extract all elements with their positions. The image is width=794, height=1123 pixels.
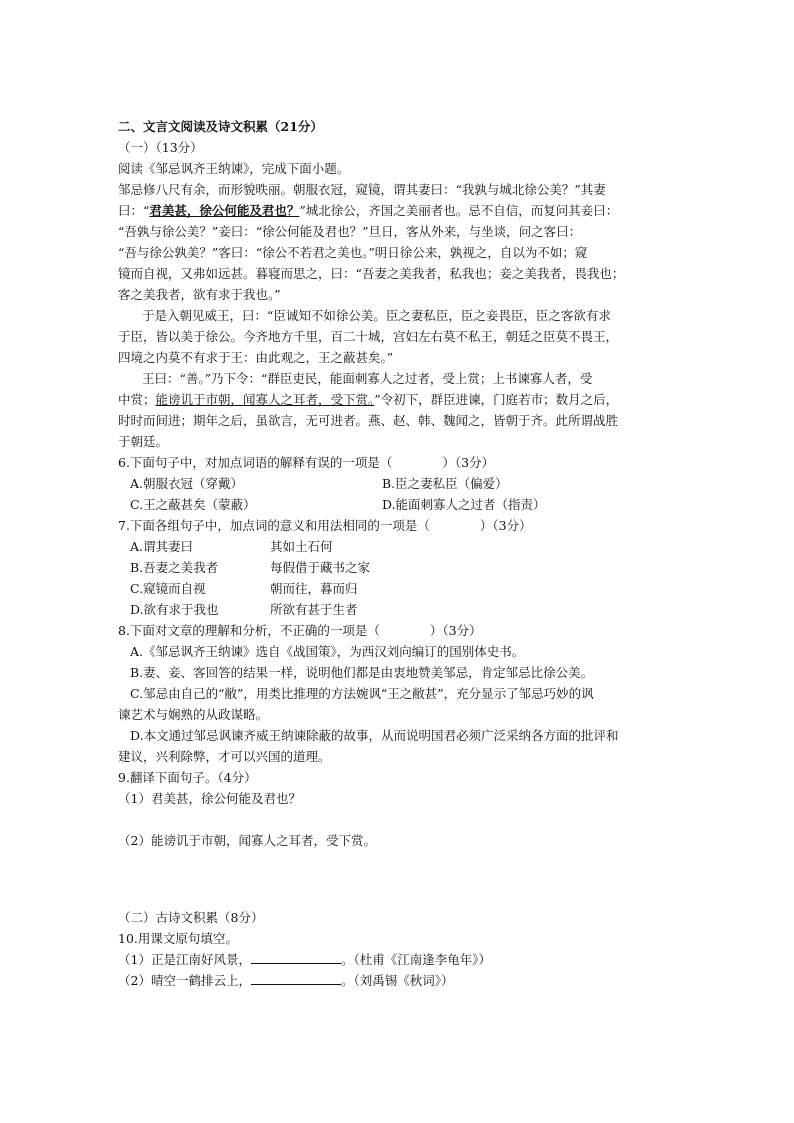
option-c-second: 朝而往，暮而归 — [270, 581, 358, 596]
underlined-sentence: 能谤讥于市朝，闻寡人之耳者，受下赏。 — [155, 392, 375, 407]
option-row — [118, 494, 678, 515]
passage-line: 时时而间进；期年之后，虽欲言，无可进者。燕、赵、韩、魏闻之，皆朝于齐。此所谓战胜 — [118, 413, 619, 428]
option-row — [118, 557, 678, 578]
option-c-cont: 谏艺术与娴熟的从政谋略。 — [118, 707, 269, 722]
exam-page — [118, 116, 678, 991]
option-d-cont: 建议，兴利除弊，才可以兴国的道理。 — [118, 749, 331, 764]
fill-blank-1 — [118, 949, 678, 970]
option-row — [118, 599, 678, 620]
text: 曰：“ — [118, 203, 150, 218]
question-9 — [118, 767, 678, 907]
question-8 — [118, 620, 678, 767]
option-a-second: 其如土石何 — [270, 539, 333, 554]
question-stem: 9.翻译下面句子。（4分） — [118, 770, 257, 785]
part-heading: （二）古诗文积累（8分） — [118, 910, 264, 925]
passage-line: 于朝廷。 — [118, 434, 169, 449]
passage-line: “吾与徐公孰美？”客曰：“徐公不若君之美也。”明日徐公来，孰视之，自以为不如；窥 — [118, 245, 588, 260]
option-row — [118, 536, 678, 557]
option-b-first: B.吾妻之美我者 — [130, 560, 219, 575]
option-d-first: D.欲有求于我也 — [130, 602, 219, 617]
passage — [118, 179, 678, 452]
text: 。（杜甫《江南逢李龟年》） — [340, 952, 491, 967]
option-d: D.能面刺寡人之过者（指责） — [382, 497, 546, 512]
question-6 — [118, 452, 678, 515]
option-row — [118, 578, 678, 599]
text: ”城北徐公，齐国之美丽者也。忌不自信，而复问其妾曰： — [299, 203, 619, 218]
option-d: D.本文通过邹忌讽谏齐威王纳谏除蔽的故事，从而说明国君必须广泛采纳各方面的批评和 — [130, 728, 619, 743]
text: ”令初下，群臣进谏，门庭若市；数月之后， — [374, 392, 619, 407]
answer-space — [118, 851, 678, 907]
passage-line: 四境之内莫不有求于王：由此观之，王之蔽甚矣。” — [118, 350, 394, 365]
text: 。（刘禹锡《秋词》） — [340, 973, 454, 988]
passage-line: 镜而自视，又弗如远甚。暮寝而思之，曰：“吾妻之美我者，私我也；妾之美我者，畏我也； — [118, 266, 625, 281]
option-c: C.邹忌由自己的“敝”，用类比推理的方法婉讽“王之敝甚”，充分显示了邹忌巧妙的讽 — [130, 686, 594, 701]
passage-line — [118, 389, 678, 410]
blank[interactable] — [251, 951, 341, 964]
section-heading: 二、文言文阅读及诗文积累（21分） — [118, 119, 323, 134]
option-a-first: A.谓其妻曰 — [130, 539, 194, 554]
text: （1）正是江南好风景， — [118, 952, 251, 967]
part-heading: （一）（13分） — [118, 140, 203, 155]
passage-line — [118, 200, 678, 221]
text: （2）晴空一鹤排云上， — [118, 973, 251, 988]
question-stem: 8.下面对文章的理解和分析，不正确的一项是（ ）（3分） — [118, 623, 482, 638]
option-c: C.王之蔽甚矣（蒙蔽） — [130, 497, 256, 512]
option-d-second: 所欲有甚于生者 — [270, 602, 358, 617]
text: 中赏； — [118, 392, 156, 407]
passage-line: 于是入朝见威王，曰：“臣诚知不如徐公美。臣之妻私臣，臣之妾畏臣，臣之客欲有求 — [142, 308, 611, 323]
question-stem: 10.用课文原句填空。 — [118, 931, 238, 946]
answer-space — [118, 809, 678, 830]
passage-line: “吾孰与徐公美？”妾曰：“徐公何能及君也？”旦日，客从外来，与坐谈，问之客曰： — [118, 224, 582, 239]
option-row — [118, 473, 678, 494]
underlined-sentence: 君美甚，徐公何能及君也？ — [149, 203, 300, 218]
option-b-second: 每假借于藏书之家 — [270, 560, 371, 575]
translate-sentence-2: （2）能谤讥于市朝，闻寡人之耳者，受下赏。 — [118, 833, 376, 848]
passage-line: 王曰：“善。”乃下令：“群臣吏民，能面刺寡人之过者，受上赏；上书谏寡人者，受 — [142, 371, 593, 386]
translate-sentence-1: （1）君美甚，徐公何能及君也？ — [118, 791, 301, 806]
question-7 — [118, 515, 678, 620]
passage-line: 邹忌修八尺有余，而形貌昳丽。朝服衣冠，窥镜，谓其妻曰：“我孰与城北徐公美？”其妻 — [118, 182, 606, 197]
passage-line: 客之美我者，欲有求于我也。” — [118, 287, 281, 302]
part-2 — [118, 907, 678, 991]
option-a: A.朝服衣冠（穿戴） — [130, 476, 244, 491]
option-c-first: C.窥镜而自视 — [130, 581, 206, 596]
fill-blank-2 — [118, 970, 678, 991]
option-b: B.臣之妻私臣（偏爱） — [382, 476, 508, 491]
passage-line: 于臣，皆以美于徐公。今齐地方千里，百二十城，宫妇左右莫不私王，朝廷之臣莫不畏王， — [118, 329, 619, 344]
question-stem: 6.下面句子中，对加点词语的解释有误的一项是（ ）（3分） — [118, 455, 495, 470]
option-a: A.《邹忌讽齐王纳谏》选自《战国策》，为西汉刘向编订的国别体史书。 — [130, 644, 525, 659]
option-b: B.妻、妾、客回答的结果一样，说明他们都是由衷地赞美邹忌，肯定邹忌比徐公美。 — [130, 665, 594, 680]
blank[interactable] — [251, 972, 341, 985]
instruction: 阅读《邹忌讽齐王纳谏》，完成下面小题。 — [118, 161, 350, 176]
question-stem: 7.下面各组句子中，加点词的意义和用法相同的一项是（ ）（3分） — [118, 518, 532, 533]
